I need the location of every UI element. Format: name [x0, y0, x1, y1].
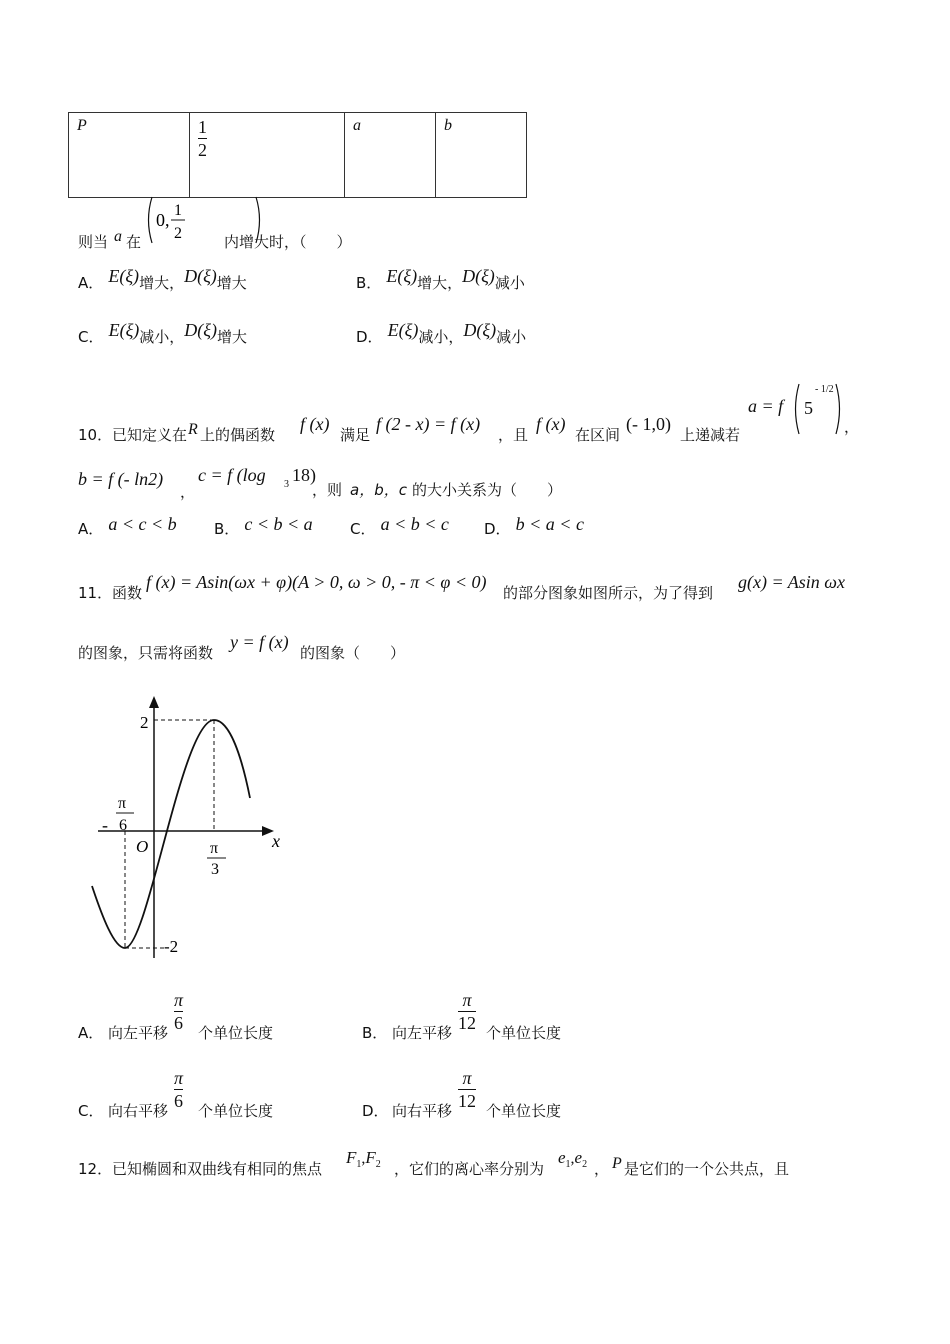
svg-text:2: 2 [174, 225, 182, 242]
q11-option-b[interactable]: B． 向左平移 π 12 个单位长度 [362, 990, 562, 1042]
q9-option-a[interactable]: A． E(ξ)增大，D(ξ)增大 [78, 266, 247, 292]
q11-stem-line2: 的图象，只需将函数 y = f (x) 的图象（ ） [78, 632, 406, 662]
q12-stem: 12． 已知椭圆和双曲线有相同的焦点 $F_1,F_2$ ，它们的离心率分别为 $e_1,e_2$ ， P 是它们的一个公共点，且 [78, 1148, 790, 1178]
label-neg2: -2 [164, 937, 179, 956]
label-den-6: 6 [119, 817, 127, 834]
q11-option-a[interactable]: A． 向左平移 π 6 个单位长度 [78, 990, 274, 1042]
sine-graph [78, 690, 298, 970]
table-cell-a: a [345, 113, 436, 198]
probability-table [68, 112, 527, 198]
table-cell-b: b [436, 113, 527, 198]
q9-option-d[interactable]: D． E(ξ)减小，D(ξ)减小 [356, 320, 527, 346]
label-origin: O [136, 837, 149, 856]
q10-stem-line1: 10． 已知定义在 R 上的偶函数 f (x) 满足 f (2 - x) = f (x) ，且 f (x) 在区间 (- 1,0) 上递减若 [78, 414, 741, 444]
fraction-half: $\frac{1}{2}$ [198, 117, 207, 160]
table-header-p: P [69, 113, 190, 198]
q10-option-a[interactable]: A． a < c < b [78, 514, 177, 538]
svg-text:1: 1 [174, 202, 182, 219]
q11-option-c[interactable]: C． 向右平移 π 6 个单位长度 [78, 1068, 274, 1120]
q11-option-d[interactable]: D． 向右平移 π 12 个单位长度 [362, 1068, 562, 1120]
eccentricities: $e_1,e_2$ [558, 1148, 588, 1171]
q9-option-b[interactable]: B． E(ξ)增大，D(ξ)减小 [356, 266, 525, 292]
q10-stem-line2: b = f (- ln2) ， c = f (log 3 18) ，则 a，b，c 的大小关系为（ ） [78, 465, 563, 501]
q10-a-definition: a = f 5 - 1/2 ， [748, 384, 860, 436]
label-pi-a: π [118, 795, 127, 812]
label-pi-b: π [210, 840, 219, 857]
label-2: 2 [140, 713, 149, 732]
q10-option-b[interactable]: B． c < b < a [214, 514, 313, 538]
q10-option-d[interactable]: D． b < a < c [484, 514, 584, 538]
q10-option-c[interactable]: C． a < b < c [350, 514, 449, 538]
foci-f1-f2: $F_1,F_2$ [346, 1148, 381, 1171]
svg-text:0,: 0, [156, 210, 170, 230]
y-axis-arrow [149, 696, 159, 708]
sine-curve [92, 720, 250, 948]
table-cell-half [190, 113, 345, 198]
label-neg-sign: - [102, 815, 108, 835]
label-x: x [272, 831, 280, 851]
q9-option-c[interactable]: C． E(ξ)减小，D(ξ)增大 [78, 320, 248, 346]
label-den-3: 3 [211, 861, 219, 878]
q11-stem-line1: 11． 函数 f (x) = Asin(ωx + φ)(A > 0, ω > 0, - π < φ < 0) 的部分图象如图所示，为了得到 g(x) = Asin ωx [78, 572, 845, 602]
